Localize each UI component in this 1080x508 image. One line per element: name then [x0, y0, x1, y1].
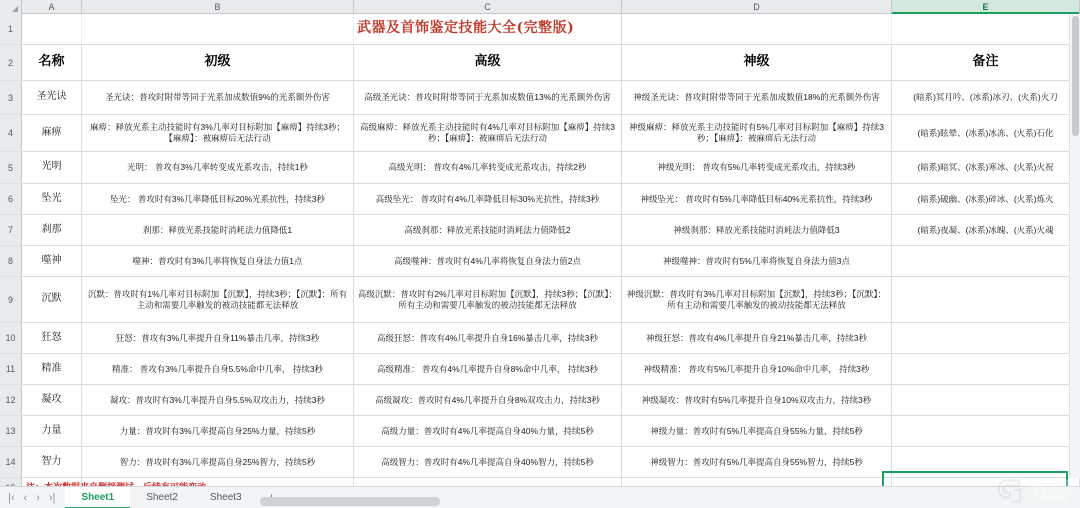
cell-advanced[interactable]: 高级刹那：释放光系技能时消耗法力值降低2	[354, 215, 622, 246]
cell-basic[interactable]: 智力：普攻时有3%几率提高自身25%智力，持续5秒	[82, 447, 354, 478]
cell-remark[interactable]	[892, 323, 1080, 354]
cell-divine[interactable]: 神级狂怒：普攻有4%几率提升自身21%暴击几率，持续3秒	[622, 323, 892, 354]
cell-basic[interactable]: 力量：普攻时有3%几率提高自身25%力量，持续5秒	[82, 416, 354, 447]
table-row	[0, 277, 1080, 323]
cell-remark[interactable]	[892, 447, 1080, 478]
cell-name[interactable]: 光明	[22, 152, 82, 184]
cell-basic[interactable]: 圣光诀：普攻时附带等同于光系加成数值9%的光系额外伤害	[82, 81, 354, 115]
cell-remark[interactable]	[892, 385, 1080, 416]
row-header-10[interactable]: 10	[0, 323, 22, 354]
cell-basic[interactable]: 坠光： 普攻时有3%几率降低目标20%光系抗性，持续3秒	[82, 184, 354, 215]
select-all-corner[interactable]	[0, 0, 22, 14]
cell-name[interactable]: 圣光诀	[22, 81, 82, 115]
cell-remark[interactable]	[892, 354, 1080, 385]
cell-e1[interactable]	[892, 14, 1080, 45]
prev-sheet-icon[interactable]: ‹	[23, 491, 28, 504]
table-row	[0, 184, 1080, 215]
row-header-14[interactable]: 14	[0, 447, 22, 478]
cell-remark[interactable]	[892, 277, 1080, 323]
sheet-tab-sheet2[interactable]: Sheet2	[146, 491, 178, 503]
column-header-b[interactable]: B	[82, 0, 354, 14]
row-header-12[interactable]: 12	[0, 385, 22, 416]
cell-divine[interactable]: 神级麻痹：释放光系主动技能时有5%几率对目标附加【麻痹】持续3秒；【麻痹】：被麻痹后无法行动	[622, 115, 892, 152]
cell-b1[interactable]	[82, 14, 354, 45]
cell-advanced[interactable]: 高级智力：普攻时有4%几率提高自身40%智力，持续5秒	[354, 447, 622, 478]
cell-advanced[interactable]: 高级光明： 普攻有4%几率转变成光系攻击，持续2秒	[354, 152, 622, 184]
cell-remark[interactable]	[892, 416, 1080, 447]
cell-advanced[interactable]: 高级噬神：普攻时有4%几率将恢复自身法力值2点	[354, 246, 622, 277]
cell-divine[interactable]: 神级光明： 普攻有5%几率转变成光系攻击，持续3秒	[622, 152, 892, 184]
row-header-6[interactable]: 6	[0, 184, 22, 215]
cell-advanced[interactable]: 高级力量：普攻时有4%几率提高自身40%力量，持续5秒	[354, 416, 622, 447]
row-header-2[interactable]: 2	[0, 45, 22, 81]
column-header-a[interactable]: A	[22, 0, 82, 14]
cell-divine[interactable]: 神级智力：普攻时有5%几率提高自身55%智力，持续5秒	[622, 447, 892, 478]
row-header-1[interactable]: 1	[0, 14, 22, 45]
column-title-remark: 备注	[892, 45, 1080, 81]
cell-divine[interactable]: 神级圣光诀：普攻时附带等同于光系加成数值18%的光系额外伤害	[622, 81, 892, 115]
sheet-grid	[0, 14, 1080, 492]
table-row	[0, 416, 1080, 447]
cell-d1[interactable]	[622, 14, 892, 45]
table-row	[0, 447, 1080, 478]
table-row	[0, 354, 1080, 385]
last-sheet-icon[interactable]: ›|	[48, 491, 56, 504]
cell-advanced[interactable]: 高级麻痹：释放光系主动技能时有4%几率对目标附加【麻痹】持续3秒；【麻痹】：被麻痹后无法行动	[354, 115, 622, 152]
vertical-scrollbar[interactable]	[1069, 14, 1080, 478]
cell-divine[interactable]: 神级力量：普攻时有5%几率提高自身55%力量，持续5秒	[622, 416, 892, 447]
table-row	[0, 152, 1080, 184]
row-header-11[interactable]: 11	[0, 354, 22, 385]
sheet-tab-sheet1[interactable]: Sheet1	[65, 487, 130, 508]
cell-remark[interactable]: (暗系)夜凝、(冰系)冰魄、(火系)火魂	[892, 215, 1080, 246]
cell-name[interactable]: 沉默	[22, 277, 82, 323]
cell-a1[interactable]	[22, 14, 82, 45]
column-header-e[interactable]: E	[892, 0, 1080, 14]
cell-remark[interactable]: (暗系)冥月吟、(冰系)冰刃、(火系)火刀	[892, 81, 1080, 115]
column-title-divine: 神级	[622, 45, 892, 81]
column-header-row	[0, 0, 1080, 14]
column-title-basic: 初级	[82, 45, 354, 81]
cell-remark[interactable]	[892, 246, 1080, 277]
table-row	[0, 385, 1080, 416]
cell-advanced[interactable]: 高级凝攻：普攻时有4%几率提升自身8%双攻击力，持续3秒	[354, 385, 622, 416]
row-header-4[interactable]: 4	[0, 115, 22, 152]
cell-basic[interactable]: 沉默：普攻时有1%几率对目标附加【沉默】，持续3秒；【沉默】：所有主动和需要几率触发的被动技能都无法释放	[82, 277, 354, 323]
column-header-c[interactable]: C	[354, 0, 622, 14]
sheet-tab-bar	[0, 486, 1080, 508]
cell-name[interactable]: 麻痹	[22, 115, 82, 152]
cell-remark[interactable]: (暗系)眩晕、(冰系)冰冻、(火系)石化	[892, 115, 1080, 152]
vertical-scrollbar-thumb[interactable]	[1072, 16, 1079, 136]
column-title-advanced: 高级	[354, 45, 622, 81]
cell-name[interactable]: 精准	[22, 354, 82, 385]
cell-advanced[interactable]: 高级坠光： 普攻时有4%几率降低目标30%光抗性，持续3秒	[354, 184, 622, 215]
first-sheet-icon[interactable]: |‹	[8, 491, 15, 504]
cell-basic[interactable]: 光明： 普攻有3%几率转变成光系攻击，持续1秒	[82, 152, 354, 184]
table-row	[0, 246, 1080, 277]
sheet-tab-sheet3[interactable]: Sheet3	[209, 491, 242, 503]
column-title-name: 名称	[22, 45, 82, 81]
horizontal-scrollbar[interactable]	[260, 497, 700, 506]
sheet-nav-arrows	[0, 492, 65, 504]
row-header-9[interactable]: 9	[0, 277, 22, 323]
cell-advanced[interactable]: 高级精准： 普攻有4%几率提升自身8%命中几率， 持续3秒	[354, 354, 622, 385]
table-row	[0, 81, 1080, 115]
cell-advanced[interactable]: 高级圣光诀：普攻时附带等同于光系加成数值13%的光系额外伤害	[354, 81, 622, 115]
next-sheet-icon[interactable]: ›	[36, 491, 40, 504]
cell-name[interactable]: 坠光	[22, 184, 82, 215]
cell-remark[interactable]: (暗系)暗冥、(冰系)寒冰、(火系)火祝	[892, 152, 1080, 184]
row-header-5[interactable]: 5	[0, 152, 22, 184]
cell-name[interactable]: 凝攻	[22, 385, 82, 416]
cell-name[interactable]: 智力	[22, 447, 82, 478]
cell-basic[interactable]: 麻痹：释放光系主动技能时有3%几率对目标附加【麻痹】持续3秒；【麻痹】：被麻痹后无法行动	[82, 115, 354, 152]
cell-advanced[interactable]: 高级沉默：普攻时有2%几率对目标附加【沉默】，持续3秒；【沉默】：所有主动和需要几率触发的被动技能都无法释放	[354, 277, 622, 323]
cell-basic[interactable]: 凝攻：普攻时有3%几率提升自身5.5%双攻击力，持续3秒	[82, 385, 354, 416]
cell-basic[interactable]: 精准： 普攻有3%几率提升自身5.5%命中几率， 持续3秒	[82, 354, 354, 385]
cell-divine[interactable]: 神级精准： 普攻有5%几率提升自身10%命中几率， 持续3秒	[622, 354, 892, 385]
row-header-7[interactable]: 7	[0, 215, 22, 246]
cell-basic[interactable]: 刹那：释放光系技能时消耗法力值降低1	[82, 215, 354, 246]
row-header-8[interactable]: 8	[0, 246, 22, 277]
cell-advanced[interactable]: 高级狂怒：普攻有4%几率提升自身16%暴击几率，持续3秒	[354, 323, 622, 354]
table-row	[0, 215, 1080, 246]
horizontal-scrollbar-thumb[interactable]	[260, 497, 440, 506]
cell-basic[interactable]: 狂怒：普攻有3%几率提升自身11%暴击几率，持续3秒	[82, 323, 354, 354]
cell-name[interactable]: 刹那	[22, 215, 82, 246]
cell-divine[interactable]: 神级凝攻：普攻时有5%几率提升自身10%双攻击力，持续3秒	[622, 385, 892, 416]
cell-divine[interactable]: 神级坠光： 普攻时有5%几率降低目标40%光系抗性，持续3秒	[622, 184, 892, 215]
select-all-triangle-icon	[12, 6, 18, 12]
page-title: 武器及首饰鉴定技能大全(完整版)	[354, 14, 622, 45]
watermark-text: 九游	[1027, 480, 1072, 505]
cell-name[interactable]: 狂怒	[22, 323, 82, 354]
table-row	[0, 14, 1080, 45]
table-row	[0, 115, 1080, 152]
column-header-d[interactable]: D	[622, 0, 892, 14]
cell-remark[interactable]: (暗系)破幽、(冰系)碎冰、(火系)炼火	[892, 184, 1080, 215]
cell-name[interactable]: 噬神	[22, 246, 82, 277]
cell-name[interactable]: 力量	[22, 416, 82, 447]
cell-divine[interactable]: 神级噬神：普攻时有5%几率将恢复自身法力值3点	[622, 246, 892, 277]
table-header-row	[0, 45, 1080, 81]
table-row	[0, 323, 1080, 354]
row-header-3[interactable]: 3	[0, 81, 22, 115]
cell-divine[interactable]: 神级沉默：普攻时有3%几率对目标附加【沉默】，持续3秒；【沉默】：所有主动和需要几率触发的被动技能都无法释放	[622, 277, 892, 323]
row-header-13[interactable]: 13	[0, 416, 22, 447]
cell-basic[interactable]: 噬神：普攻时有3%几率将恢复自身法力值1点	[82, 246, 354, 277]
cell-divine[interactable]: 神级刹那：释放光系技能时消耗法力值降低3	[622, 215, 892, 246]
